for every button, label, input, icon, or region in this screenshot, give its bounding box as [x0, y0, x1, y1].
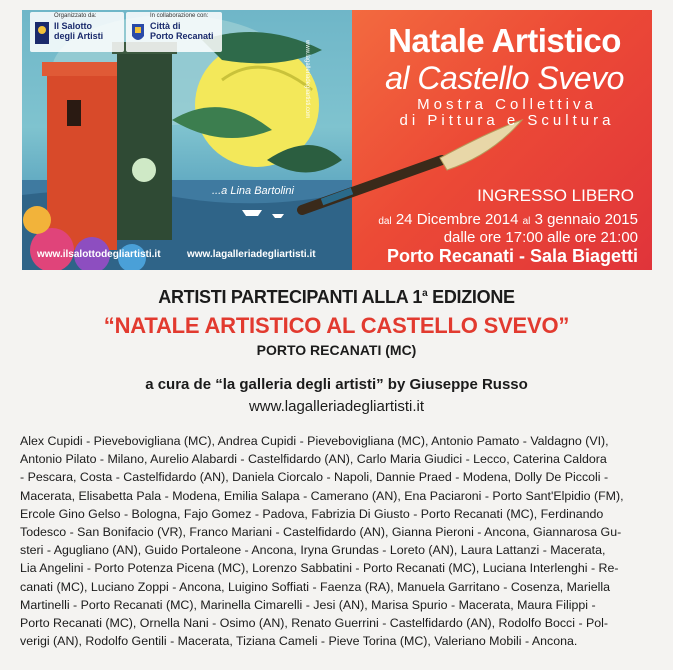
banner-subtitle [372, 97, 642, 129]
organizer-name-line1: Il Salotto [54, 21, 92, 31]
organizer-name-line2: degli Artisti [54, 31, 104, 41]
banner-url-right[interactable]: www.lagalleriadegliartisti.it [187, 249, 316, 260]
event-banner [22, 10, 652, 270]
banner-subtitle-line1: Mostra Collettiva [417, 96, 597, 113]
banner-dedication: ...a Lina Bartolini [212, 185, 294, 197]
date-end: 3 gennaio 2015 [534, 211, 638, 228]
heading-edition: EDIZIONE [427, 287, 515, 307]
artists-line: - Pescara, Costa - Castelfidardo (AN), Daniela Ciorcalo - Napoli, Dannie Praed - Modena, Dolly De Piccoli - [20, 470, 609, 485]
banner-url-left[interactable]: www.ilsalottodegliartisti.it [37, 249, 161, 260]
date-start: 24 Dicembre 2014 [395, 211, 519, 228]
organizer-logo [30, 12, 124, 52]
banner-title-line2: al Castello Svevo [385, 60, 624, 96]
artists-line: canati (MC), Luciano Zoppi - Ancona, Luigino Soffiati - Faenza (RA), Manuela Garritano - Cosenza, Mariella [20, 579, 610, 594]
dates-prefix: dal [378, 216, 392, 227]
dates-mid: al [522, 216, 531, 227]
banner-title-line1: Natale Artistico [388, 22, 621, 59]
partner-name-line1: Città di [150, 21, 181, 31]
curator-url[interactable]: www.lagalleriadegliartisti.it [248, 398, 425, 415]
artists-line: verigi (AN), Rodolfo Gentili - Macerata, Tiziana Cameli - Pieve Torina (MC), Valeriano Mobili - Ancona. [20, 634, 578, 649]
artists-line: Martinelli - Porto Recanati (MC), Marinella Cimarelli - Jesi (AN), Marisa Spurio - Macerata, Maura Filippi - [20, 597, 596, 612]
artists-line: Macerata, Elisabetta Pala - Modena, Emilia Salapa - Camerano (AN), Ena Paciaroni - Porto Sant'Elpidio (FM), [20, 488, 624, 503]
partner-name [150, 21, 214, 41]
heading-participants-text: ARTISTI PARTECIPANTI ALLA 1 [158, 287, 423, 307]
event-dates [352, 212, 652, 246]
partner-name-line2: Porto Recanati [150, 31, 214, 41]
partner-logo [126, 12, 222, 52]
curator-line: a cura de “la galleria degli artisti” by Giuseppe Russo [145, 376, 528, 393]
artists-line: Porto Recanati (MC), Ornella Nani - Osimo (AN), Renato Guerrini - Castelfidardo (AN), Rodolfo Bocci - Pol- [20, 616, 609, 631]
artists-line: Todesco - San Bonifacio (VR), Franco Mariani - Castelfidardo (AN), Gianna Pieroni - Ancona, Giannarosa Gu- [20, 525, 622, 540]
artists-line: Antonio Pilato - Milano, Aurelio Alabardi - Castelfidardo (AN), Carlo Maria Giudici - Lecco, Caterina Caldora [20, 452, 607, 467]
artists-line: Ercole Gino Gelso - Bologna, Fajo Gomez - Padova, Fabrizia Di Giusto - Porto Recanati (MC), Ferdinando [20, 506, 604, 521]
palette-icon [34, 20, 50, 46]
artists-line: Alex Cupidi - Pievebovigliana (MC), Andrea Cupidi - Pievebovigliana (MC), Antonio Pamato - Valdagno (VI), [20, 434, 609, 448]
free-entry-label: INGRESSO LIBERO [477, 186, 634, 205]
city-crest-icon [130, 20, 146, 46]
banner-side-url: www.lagalleriadegliartisti.com [304, 40, 310, 119]
artists-line: Lia Angelini - Porto Potenza Picena (MC), Lorenzo Sabbatini - Porto Recanati (MC), Luciana Interlenghi - Re- [20, 561, 619, 576]
heading-ordinal: a [422, 288, 428, 299]
heading-event-title: “NATALE ARTISTICO AL CASTELLO SVEVO” [103, 313, 570, 338]
organizer-name [54, 21, 103, 41]
organizer-caption: Organizzato da: [54, 13, 97, 19]
heading-location: PORTO RECANATI (MC) [256, 342, 417, 358]
artists-list [20, 432, 652, 650]
event-hours: dalle ore 17:00 alle ore 21:00 [443, 229, 638, 246]
artists-line: steri - Agugliano (AN), Guido Portaleone - Ancona, Iryna Grundas - Loreto (AN), Laura Lattanzi - Macerata, [20, 543, 606, 558]
heading-participants [0, 287, 673, 308]
partner-caption: In collaborazione con: [150, 13, 209, 19]
banner-subtitle-line2: di Pittura e Scultura [399, 112, 615, 129]
event-place: Porto Recanati - Sala Biagetti [386, 246, 638, 266]
